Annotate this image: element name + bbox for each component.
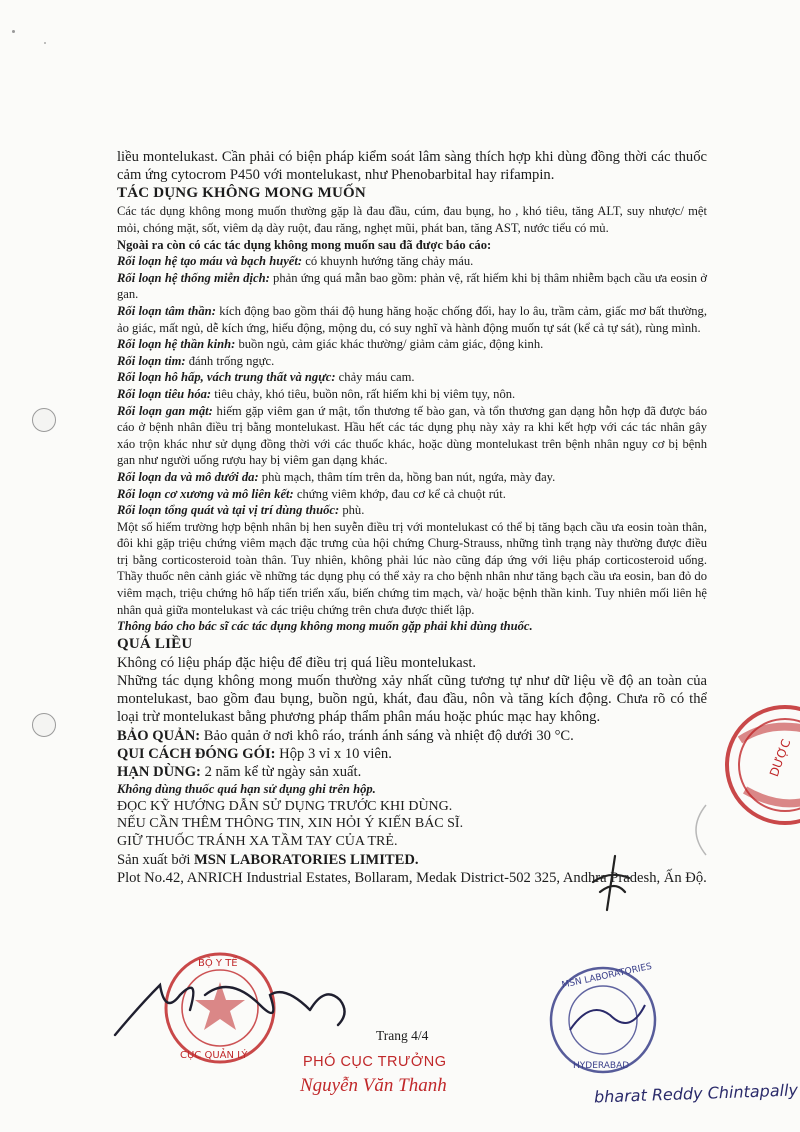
svg-text:BỘ Y TẾ: BỘ Y TẾ [198, 958, 238, 969]
side-effect-item [117, 253, 707, 270]
side-effect-item [117, 403, 707, 469]
deputy-director-title: PHÓ CỤC TRƯỞNG [303, 1054, 447, 1070]
punch-hole-bottom [32, 713, 56, 737]
page-number: Trang 4/4 [376, 1028, 429, 1043]
side-effect-item [117, 303, 707, 336]
side-effect-text: hiếm gặp viêm gan ứ mật, tổn thương tế bào gan, và tổn thương gan dạng hỗn hợp đã được báo cáo ở bệnh nhân điều trị bằng montelukast. Hầu hết các tác dụng phụ này xảy ra khi kết hợp với các tác nhân gây xáo trộn khác như sử dụng đồng thời với các thuốc khác, hoặc dùng montelukast trên bệnh nhân nguy cơ bị bệnh gan như người uống rượu hay bị viêm gan dạng khác. [117, 403, 707, 468]
side-effect-text: có khuynh hướng tăng chảy máu. [302, 254, 474, 269]
side-effect-item [117, 469, 707, 486]
side-effect-label: Rối loạn hệ tạo máu và bạch huyết: [117, 254, 303, 269]
overdose-paragraph-2: Những tác dụng không mong muốn thường xảy nhất cũng tương tự như dữ liệu về độ an toàn của montelukast, bao gồm đau bụng, buồn ngủ, khát, đau đầu, nôn và tăng kích động. Chưa rõ có thể loại trừ montelukast bằng phương pháp thẩm phân máu hoặc phúc mạc hay không. [117, 673, 707, 726]
pack-line [117, 745, 707, 763]
overdose-paragraph-1: Không có liệu pháp đặc hiệu để điều trị quá liều montelukast. [117, 654, 477, 671]
document-body [117, 148, 707, 887]
svg-text:HYDERABAD: HYDERABAD [573, 1061, 630, 1071]
intro-paragraph: liều montelukast. Cần phải có biện pháp kiểm soát lâm sàng thích hợp khi dùng đồng thời các thuốc cảm ứng cytocrom P450 với montelukast, như Phenobarbital hay rifampin. [117, 149, 707, 184]
scan-speck [44, 42, 46, 44]
warning-line-3: GIỮ THUỐC TRÁNH XA TẦM TAY CỦA TRẺ. [117, 834, 398, 850]
side-effect-label: Rối loạn hô hấp, vách trung thất và ngực: [117, 370, 336, 385]
signature-scrawl-left [110, 965, 360, 1045]
side-effect-label: Rối loạn da và mô dưới da: [117, 469, 259, 484]
side-effect-label: Rối loạn gan mật: [117, 403, 213, 418]
scan-speck [12, 30, 15, 33]
side-effect-item [117, 270, 707, 303]
side-effect-label: Rối loạn cơ xương và mô liên kết: [117, 486, 294, 501]
side-effect-item [117, 502, 707, 519]
side-effect-text: chứng viêm khớp, đau cơ kể cả chuột rút. [293, 486, 506, 501]
overdose-heading: QUÁ LIỀU [117, 635, 193, 652]
side-effect-text: buồn ngủ, cảm giác khác thường/ giảm cảm giác, động kinh. [235, 337, 544, 352]
side-effect-item [117, 353, 707, 370]
side-effects-heading: TÁC DỤNG KHÔNG MONG MUỐN [117, 185, 366, 202]
expiry-label: HẠN DÙNG: [117, 764, 201, 781]
deputy-director-name: Nguyễn Văn Thanh [300, 1075, 447, 1096]
expiry-line [117, 763, 707, 781]
punch-hole-top [32, 408, 56, 432]
side-effect-label: Rối loạn tổng quát và tại vị trí dùng thuốc: [117, 503, 340, 518]
expiry-text: 2 năm kể từ ngày sản xuất. [200, 764, 362, 781]
manufacturer-name: MSN LABORATORIES LIMITED. [194, 851, 419, 868]
side-effect-text: kích động bao gồm thái độ hung hăng hoặc chống đối, hay lo âu, trầm cảm, giấc mơ bất thường, ảo giác, mất ngủ, dễ kích ứng, hiếu động, mộng du, có suy nghĩ và hành động muốn tự sát (kể cả tự sát), rùng mình. [117, 303, 708, 335]
side-effect-item [117, 369, 707, 386]
side-effect-text: phù. [339, 503, 365, 518]
side-effects-common: Các tác dụng không mong muốn thường gặp là đau đầu, cúm, đau bụng, ho , khó tiêu, tăng ALT, suy nhược/ mệt mỏi, chóng mặt, sốt, viêm dạ dày ruột, đau răng, nghẹt mũi, phát ban, tăng AST, nước tiểu có mủ. [117, 204, 707, 235]
warning-line-2: NẾU CẦN THÊM THÔNG TIN, XIN HỎI Ý KIẾN BÁC SĨ. [117, 816, 464, 832]
side-effect-text: phản ứng quá mẫn bao gồm: phản vệ, rất hiếm khi bị thâm nhiễm bạch cầu ưa eosin ở gan. [117, 270, 707, 302]
storage-line [117, 727, 707, 745]
notify-doctor-note: Thông báo cho bác sĩ các tác dụng không mong muốn gặp phải khi dùng thuốc. [117, 619, 533, 634]
no-expired-note: Không dùng thuốc quá hạn sử dụng ghi trên hộp. [117, 782, 376, 797]
side-effect-label: Rối loạn hệ thống miễn dịch: [117, 270, 270, 285]
warning-line-1: ĐỌC KỸ HƯỚNG DẪN SỬ DỤNG TRƯỚC KHI DÙNG. [117, 798, 453, 814]
signature-mark-right [585, 852, 635, 912]
pack-text: Hộp 3 vỉ x 10 viên. [275, 745, 392, 762]
churg-strauss-paragraph: Một số hiếm trường hợp bệnh nhân bị hen suyễn điều trị với montelukast có thể bị tăng bạch cầu ưa eosin toàn thân, đôi khi gặp triệu chứng viêm mạch đặc trưng của hội chứng Churg-Strauss, những tình trạng này thường được điều trị bằng corticosteroid toàn thân. Tuy nhiên, không phải lúc nào cũng đáp ứng với liệu pháp corticosteroid uống. Thầy thuốc nên cảnh giác về những tác dụng phụ có thể xảy ra cho bệnh nhân như tăng bạch cầu ưa eosin, ban đỏ do viêm mạch, triệu chứng hô hấp tiến triển xấu, biến chứng tim mạch, và/ hoặc bệnh thần kinh. Tuy nhiên mối liên hệ nhân quả giữa montelukast và các triệu chứng trên chưa được thiết lập. [117, 519, 707, 617]
msn-laboratories-stamp [535, 960, 675, 1080]
storage-label: BẢO QUẢN: [117, 727, 201, 744]
svg-text:CỤC QUẢN LÝ: CỤC QUẢN LÝ [180, 1050, 248, 1061]
side-effect-text: phù mạch, thâm tím trên da, hồng ban nút, ngứa, mày đay. [258, 469, 556, 484]
side-effect-text: đánh trống ngực. [185, 353, 275, 368]
other-reported-heading: Ngoài ra còn có các tác dụng không mong muốn sau đã được báo cáo: [117, 237, 492, 252]
handwritten-signatory-name: bharat Reddy Chintapally [593, 1080, 799, 1107]
svg-text:DƯỢC: DƯỢC [766, 737, 794, 779]
manufacturer-prefix: Sản xuất bởi [117, 851, 195, 868]
side-effect-item [117, 336, 707, 353]
side-effect-label: Rối loạn tiêu hóa: [117, 386, 212, 401]
side-effect-item [117, 486, 707, 503]
faint-stamp-mark [676, 800, 716, 860]
svg-text:MSN LABORATORIES: MSN LABORATORIES [560, 961, 653, 991]
side-effect-item [117, 386, 707, 403]
side-effect-label: Rối loạn hệ thần kinh: [117, 337, 236, 352]
storage-text: Bảo quản ở nơi khô ráo, tránh ánh sáng và nhiệt độ dưới 30 °C. [200, 727, 574, 744]
pack-label: QUI CÁCH ĐÓNG GÓI: [117, 745, 276, 762]
side-effect-label: Rối loạn tâm thần: [117, 303, 216, 318]
manufacturer-address: Plot No.42, ANRICH Industrial Estates, Bollaram, Medak District-502 325, Andhra Pradesh, Ấn Độ. [117, 869, 707, 886]
side-effect-text: tiêu chảy, khó tiêu, buồn nôn, rất hiếm khi bị viêm tụy, nôn. [211, 386, 516, 401]
side-effect-label: Rối loạn tim: [117, 353, 186, 368]
side-effect-text: chảy máu cam. [335, 370, 415, 385]
